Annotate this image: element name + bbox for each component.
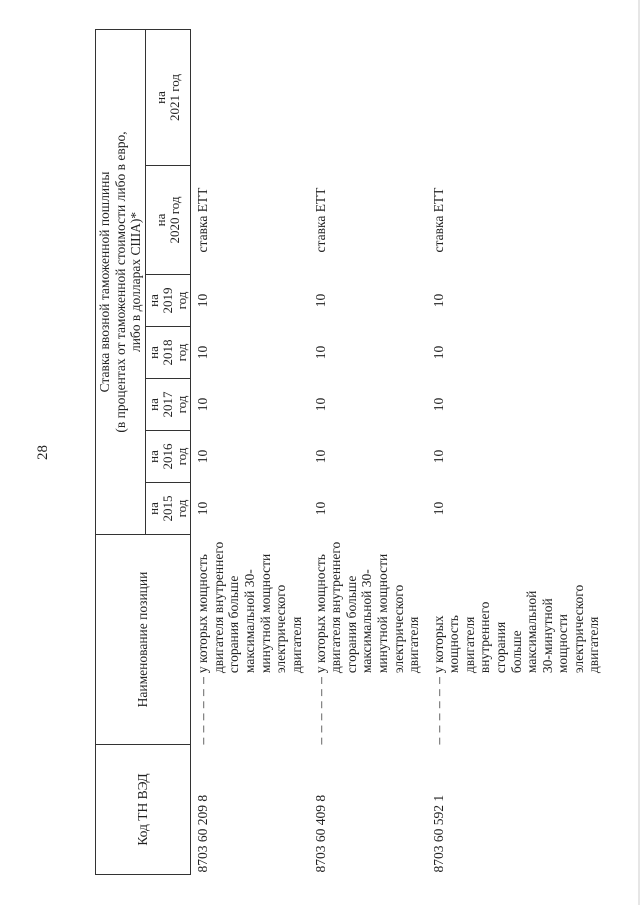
rate-2018: 10 — [430, 345, 446, 360]
year-header-2021: на 2021 год — [145, 29, 191, 165]
header-code: Код ТН ВЭД — [96, 745, 191, 875]
rate-2019: 10 — [312, 293, 328, 308]
rate-2018: 10 — [195, 345, 211, 360]
rate-2017: 10 — [430, 397, 446, 412]
rate-2017: 10 — [312, 397, 328, 412]
header-name: Наименование позиции — [96, 535, 191, 745]
table-row — [309, 29, 427, 874]
header-row-1 — [96, 29, 146, 874]
row-code: 8703 60 592 1 — [430, 794, 446, 873]
row-name: – – – – – – у которых мощность двигателя внутреннего сгорания больше максимальной 30-минутной мощности электрического двигателя — [195, 541, 304, 745]
row-name: – – – – – – у которых мощность двигателя внутреннего сгорания больше максимальной 30-минутной мощности электрического двигателя — [430, 584, 602, 745]
rate-2016: 10 — [195, 449, 211, 464]
rate-2017: 10 — [195, 397, 211, 412]
header-rate-line3: либо в долларах США)* — [128, 211, 144, 353]
rate-2018: 10 — [312, 345, 328, 360]
rate-2015: 10 — [195, 501, 211, 516]
rotated-content — [35, 30, 602, 875]
table-row — [427, 29, 603, 874]
header-rate-line2: (в процентах от таможенной стоимости либо в евро, — [112, 131, 128, 433]
year-header-2020: на 2020 год — [145, 166, 191, 275]
table-row — [191, 29, 309, 874]
year-header-2016: на 2016 год — [145, 431, 191, 483]
rate-2016: 10 — [430, 449, 446, 464]
rate-2021 — [427, 29, 603, 165]
rate-2020: ставка ЕТТ — [430, 187, 446, 253]
rate-2021 — [309, 29, 427, 165]
header-rate-line1: Ставка ввозной таможенной пошлины — [97, 171, 112, 393]
row-code: 8703 60 209 8 — [195, 794, 211, 873]
rate-2019: 10 — [430, 293, 446, 308]
rate-2016: 10 — [312, 449, 328, 464]
header-rate — [96, 29, 146, 534]
year-header-2015: на 2015 год — [145, 483, 191, 535]
row-name: – – – – – – у которых мощность двигателя внутреннего сгорания больше максимальной 30-минутной мощности электрического двигателя — [312, 541, 422, 745]
rate-2015: 10 — [430, 501, 446, 516]
rate-2019: 10 — [195, 293, 211, 308]
rate-2020: ставка ЕТТ — [312, 187, 328, 253]
row-code: 8703 60 409 8 — [312, 794, 328, 873]
year-header-2019: на 2019 год — [145, 275, 191, 327]
year-header-2017: на 2017 год — [145, 379, 191, 431]
rate-2021 — [191, 29, 309, 165]
year-header-2018: на 2018 год — [145, 327, 191, 379]
tariff-table — [95, 29, 603, 875]
rate-2015: 10 — [312, 501, 328, 516]
page-number: 28 — [35, 445, 51, 460]
rate-2020: ставка ЕТТ — [195, 187, 211, 253]
